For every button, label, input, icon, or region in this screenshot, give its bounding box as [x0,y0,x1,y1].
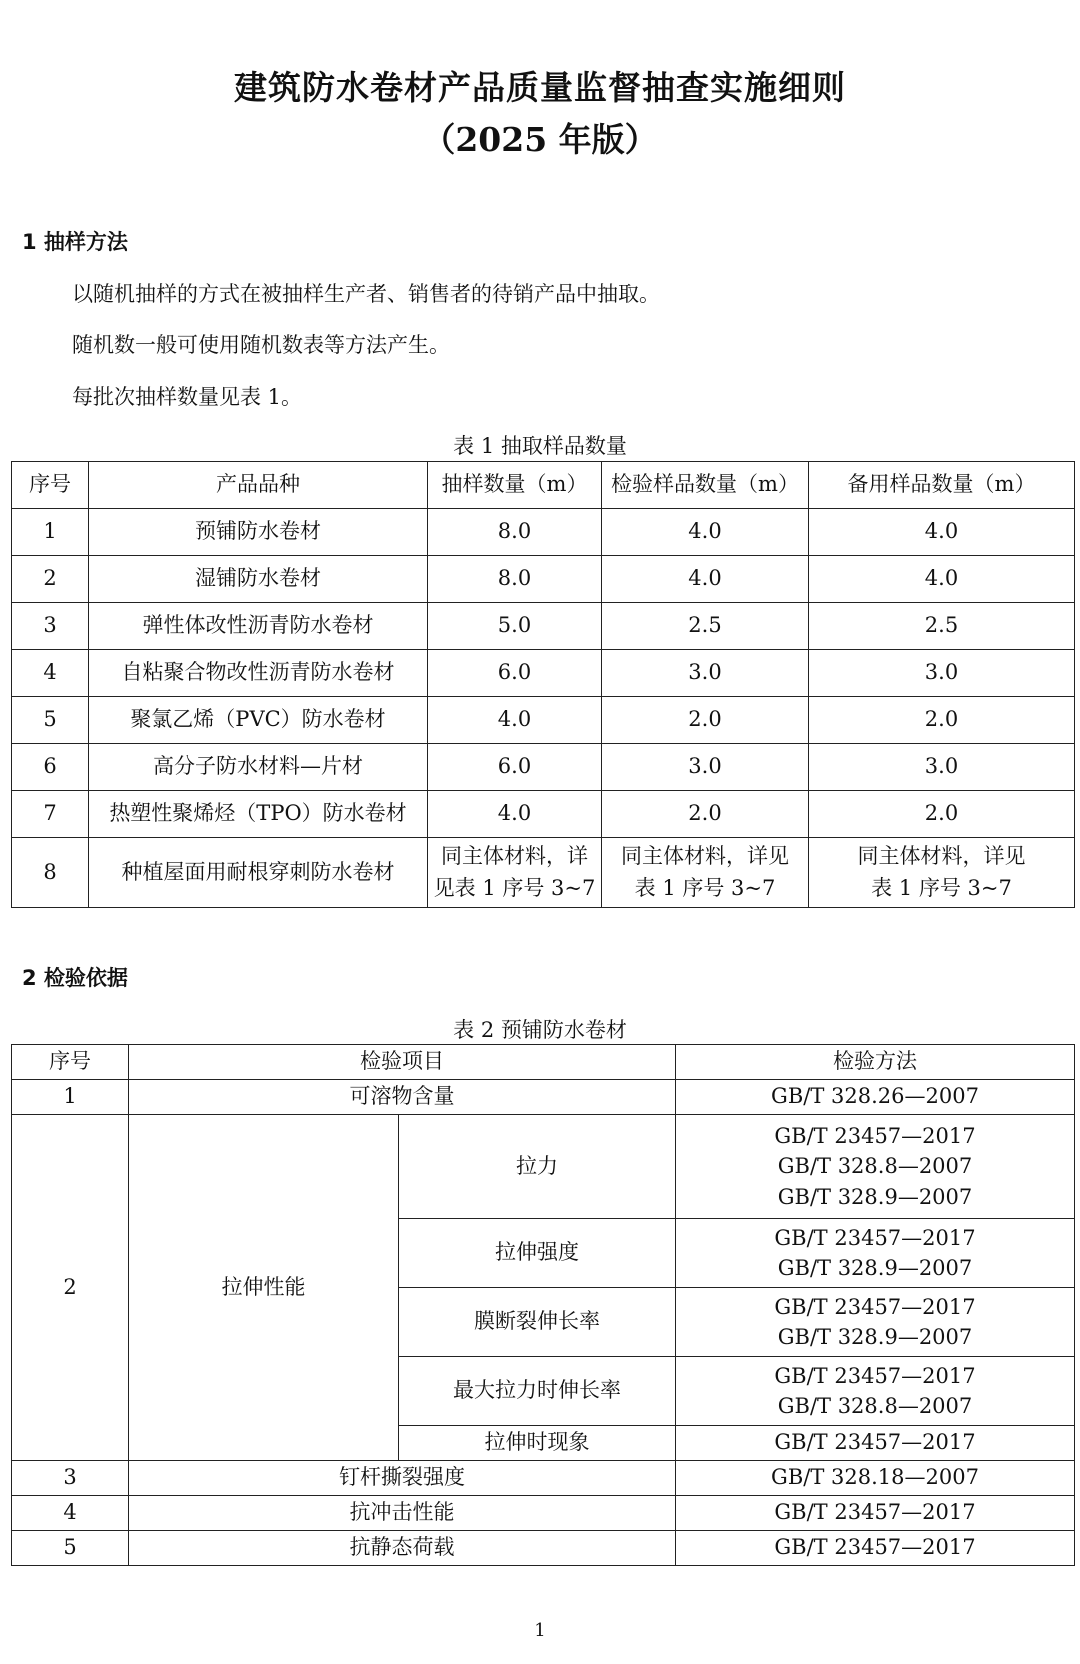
test-qty: 2.0 [602,791,809,838]
document-subtitle: （2025 年版） [422,120,658,159]
reserve-qty: 3.0 [809,650,1075,697]
header-cell: 检验样品数量（m） [602,462,809,509]
header-cell: 检验项目 [129,1045,676,1080]
inspection-item: 钉杆撕裂强度 [129,1461,676,1496]
row-number: 3 [12,603,89,650]
table2-caption: 表 2 预铺防水卷材 [453,1018,627,1042]
sample-qty [428,838,602,908]
row-number: 1 [12,509,89,556]
table-row [12,509,1075,556]
sample-qty: 6.0 [428,744,602,791]
inspection-method: GB/T 23457—2017 [676,1496,1075,1531]
sample-qty: 8.0 [428,509,602,556]
row-number: 5 [12,697,89,744]
sample-qty: 4.0 [428,697,602,744]
method-line: GB/T 328.8—2007 [777,1394,973,1418]
cell-line: 表 1 序号 3~7 [871,875,1012,900]
table-row [12,650,1075,697]
header-cell: 产品品种 [89,462,428,509]
inspection-method [676,1219,1075,1288]
table-header-row [12,462,1075,509]
cell-line: 同主体材料，详见 [621,844,789,868]
paragraph: 随机数一般可使用随机数表等方法产生。 [72,333,450,357]
product-type: 种植屋面用耐根穿刺防水卷材 [89,838,428,908]
method-line: GB/T 328.9—2007 [777,1256,973,1280]
sample-quantity-table [11,461,1075,908]
product-type: 湿铺防水卷材 [89,556,428,603]
inspection-method [676,1115,1075,1219]
table-row [12,1115,1075,1219]
method-line: GB/T 23457—2017 [774,1225,976,1250]
section-heading-basis: 2 检验依据 [22,966,128,990]
row-number: 5 [12,1531,129,1566]
header-cell: 序号 [12,1045,129,1080]
row-number: 8 [12,838,89,908]
inspection-method [676,1357,1075,1426]
table-row [12,744,1075,791]
cell-line: 同主体材料，详见 [857,844,1026,868]
test-qty [602,838,809,908]
inspection-method: GB/T 328.26—2007 [676,1080,1075,1115]
reserve-qty: 4.0 [809,509,1075,556]
inspection-subitem: 膜断裂伸长率 [399,1288,676,1357]
inspection-subitem: 最大拉力时伸长率 [399,1357,676,1426]
product-type: 自粘聚合物改性沥青防水卷材 [89,650,428,697]
inspection-subitem: 拉伸强度 [399,1219,676,1288]
inspection-basis-table [11,1044,1075,1566]
table-row [12,791,1075,838]
method-line: GB/T 23457—2017 [774,1294,976,1319]
table-row [12,556,1075,603]
test-qty: 4.0 [602,509,809,556]
table-row [12,838,1075,908]
paragraph: 以随机抽样的方式在被抽样生产者、销售者的待销产品中抽取。 [72,282,660,306]
method-line: GB/T 328.9—2007 [777,1325,973,1349]
cell-line: 表 1 序号 3~7 [634,875,776,900]
header-cell: 备用样品数量（m） [809,462,1075,509]
row-number: 4 [12,1496,129,1531]
product-type: 预铺防水卷材 [89,509,428,556]
row-number: 1 [12,1080,129,1115]
cell-line: 见表 1 序号 3~7 [433,875,596,900]
inspection-subitem: 拉力 [399,1115,676,1219]
inspection-method: GB/T 23457—2017 [676,1531,1075,1566]
row-number: 3 [12,1461,129,1496]
test-qty: 3.0 [602,650,809,697]
paragraph: 每批次抽样数量见表 1。 [72,385,303,409]
reserve-qty: 2.0 [809,697,1075,744]
table-row [12,1531,1075,1566]
inspection-method: GB/T 23457—2017 [676,1426,1075,1461]
table-row [12,1496,1075,1531]
inspection-item: 抗冲击性能 [129,1496,676,1531]
sample-qty: 4.0 [428,791,602,838]
table-row [12,603,1075,650]
method-line: GB/T 328.8—2007 [777,1154,973,1179]
product-type: 高分子防水材料—片材 [89,744,428,791]
header-cell: 抽样数量（m） [428,462,602,509]
sample-qty: 6.0 [428,650,602,697]
inspection-item: 抗静态荷载 [129,1531,676,1566]
product-type: 聚氯乙烯（PVC）防水卷材 [89,697,428,744]
table-row [12,1080,1075,1115]
inspection-method: GB/T 328.18—2007 [676,1461,1075,1496]
table-header-row [12,1045,1075,1080]
product-type: 弹性体改性沥青防水卷材 [89,603,428,650]
product-type: 热塑性聚烯烃（TPO）防水卷材 [89,791,428,838]
inspection-method [676,1288,1075,1357]
table-row [12,697,1075,744]
test-qty: 2.5 [602,603,809,650]
reserve-qty: 2.0 [809,791,1075,838]
reserve-qty: 2.5 [809,603,1075,650]
cell-line: 同主体材料，详 [441,844,588,868]
method-line: GB/T 23457—2017 [774,1123,976,1148]
row-number: 2 [12,556,89,603]
test-qty: 3.0 [602,744,809,791]
table-row [12,1461,1075,1496]
row-number: 2 [12,1115,129,1461]
test-qty: 2.0 [602,697,809,744]
sample-qty: 5.0 [428,603,602,650]
table1-caption: 表 1 抽取样品数量 [453,434,627,458]
header-cell: 检验方法 [676,1045,1075,1080]
method-line: GB/T 328.9—2007 [777,1184,973,1209]
inspection-item-group: 拉伸性能 [129,1115,399,1461]
test-qty: 4.0 [602,556,809,603]
header-cell: 序号 [12,462,89,509]
inspection-item: 可溶物含量 [129,1080,676,1115]
page-number: 1 [534,1620,546,1641]
row-number: 6 [12,744,89,791]
section-heading-sampling: 1 抽样方法 [22,230,128,254]
row-number: 7 [12,791,89,838]
reserve-qty: 3.0 [809,744,1075,791]
inspection-subitem: 拉伸时现象 [399,1426,676,1461]
method-line: GB/T 23457—2017 [774,1363,976,1388]
sample-qty: 8.0 [428,556,602,603]
row-number: 4 [12,650,89,697]
document-title: 建筑防水卷材产品质量监督抽查实施细则 [234,68,846,107]
reserve-qty: 4.0 [809,556,1075,603]
reserve-qty [809,838,1075,908]
